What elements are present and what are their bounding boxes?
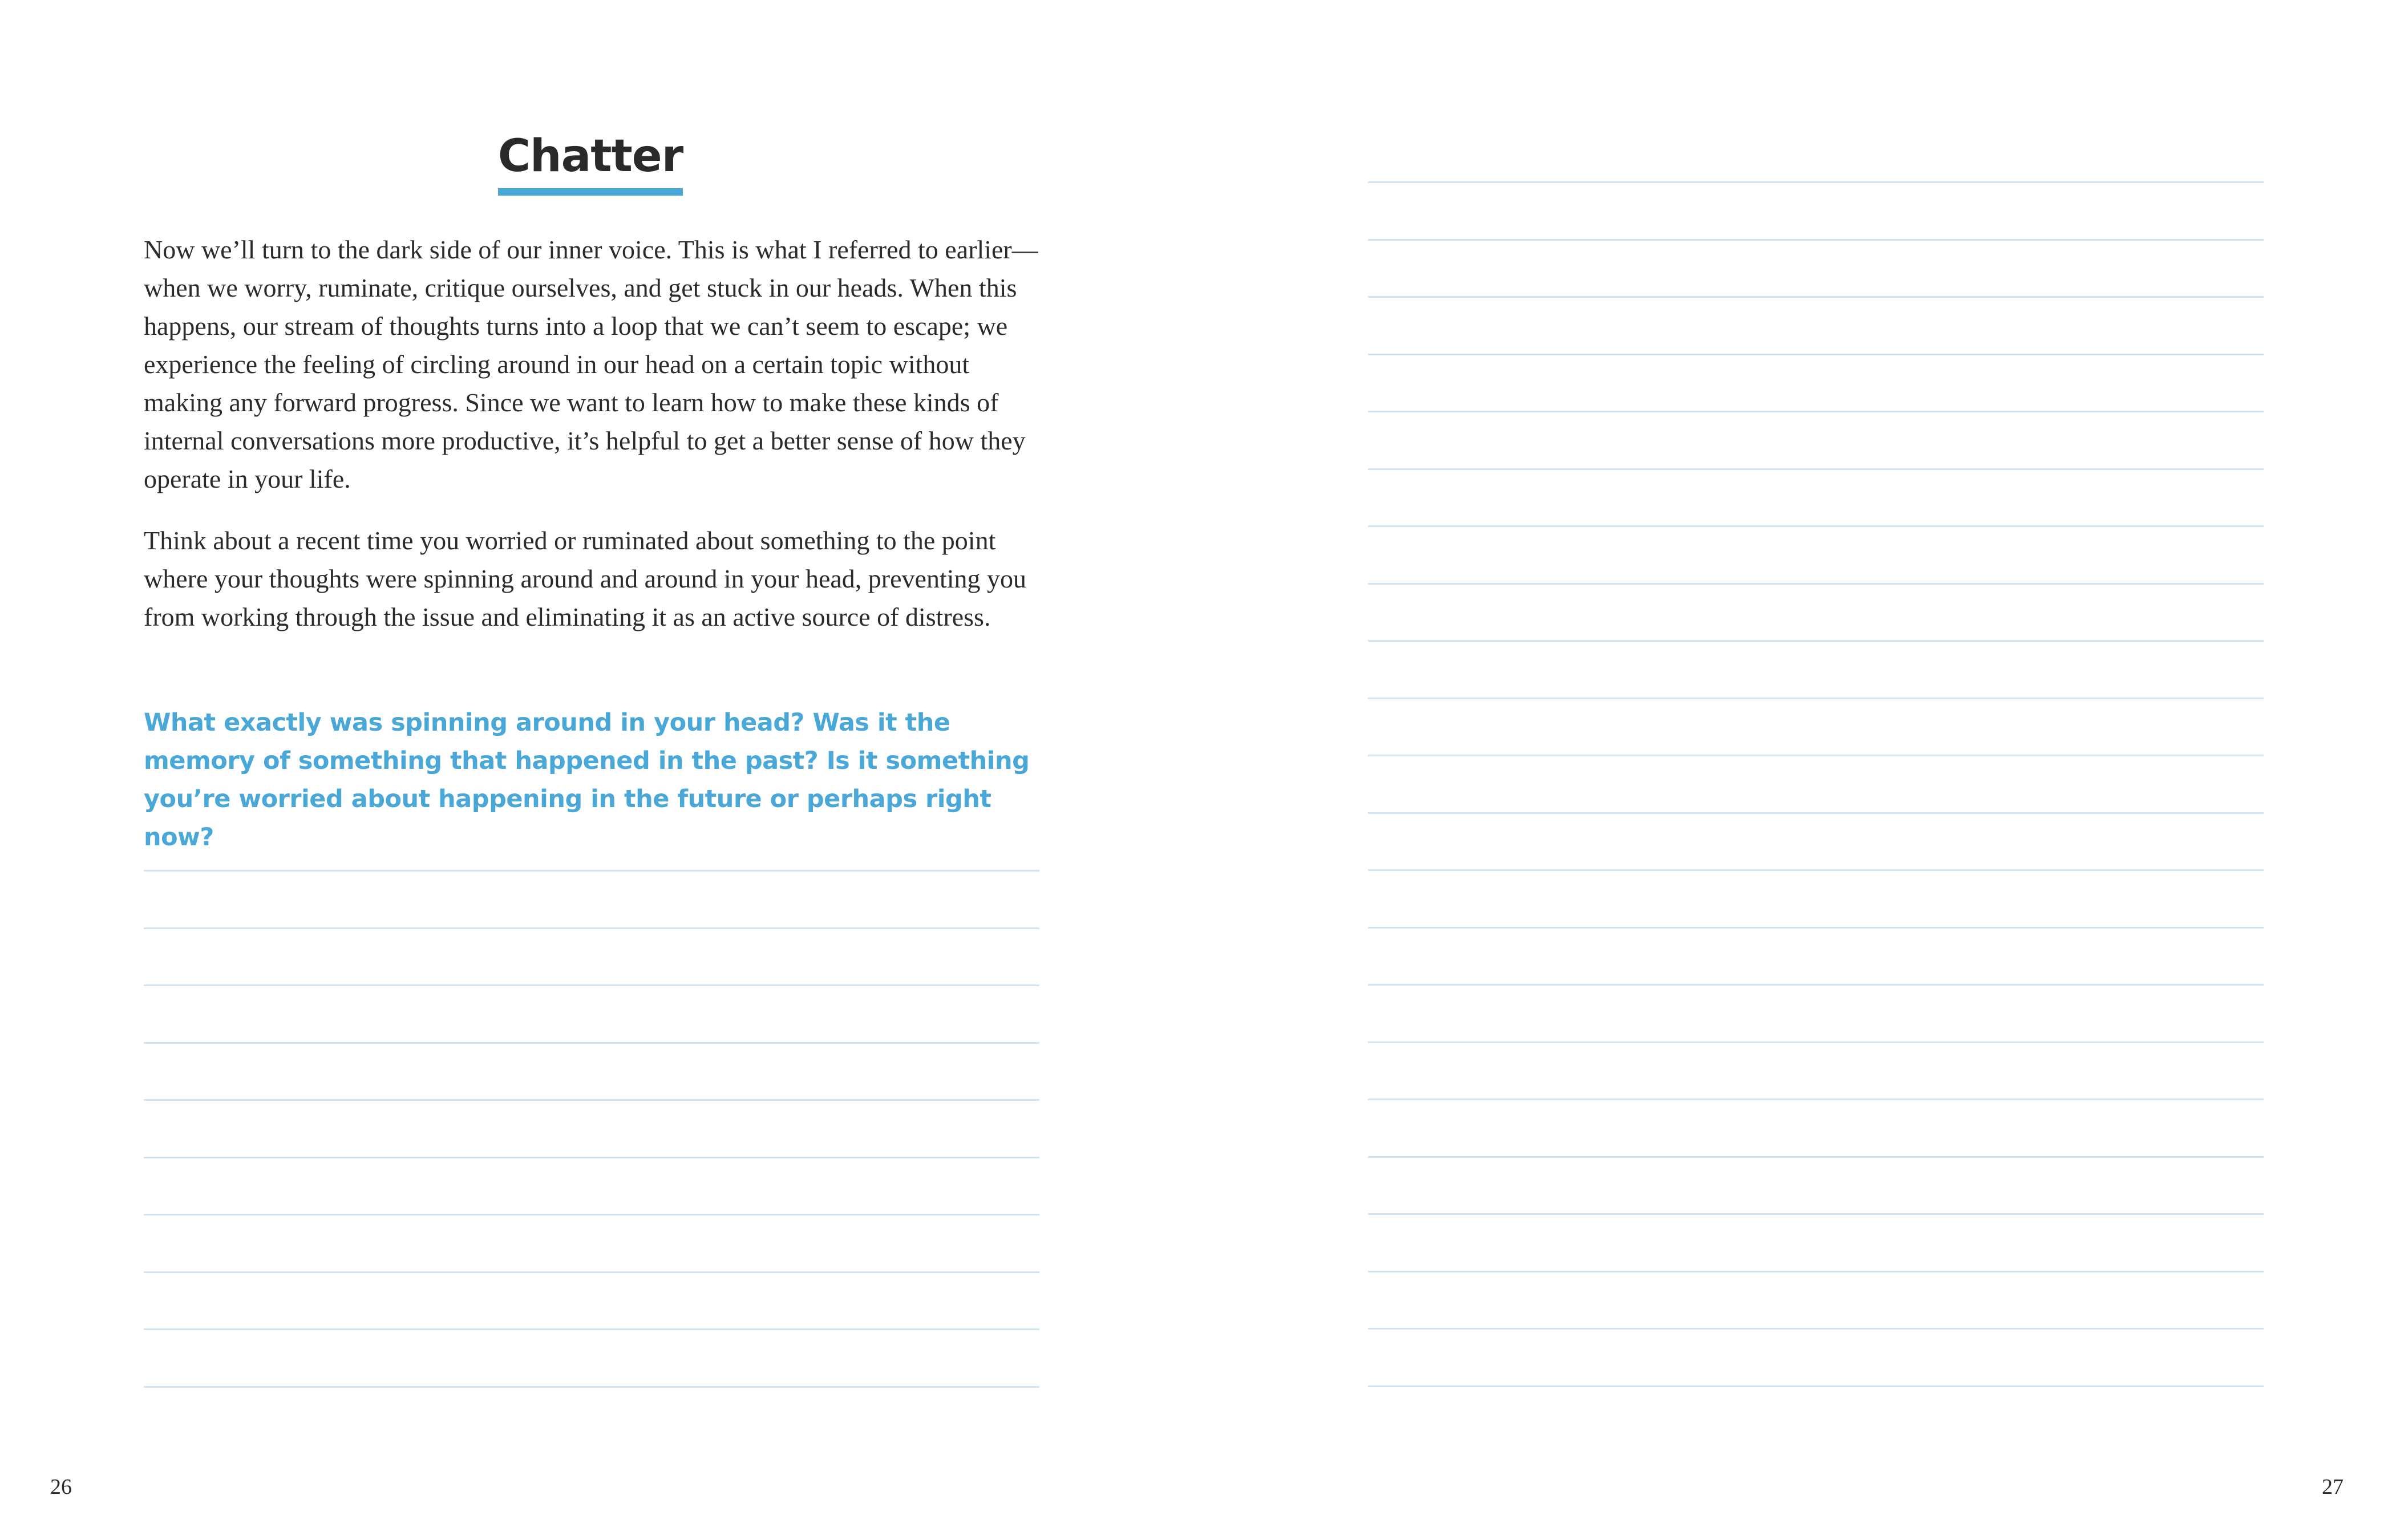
writing-line: [1368, 411, 2264, 412]
writing-line: [144, 1386, 1039, 1388]
writing-line: [144, 1214, 1039, 1215]
writing-line: [1368, 698, 2264, 699]
writing-line: [1368, 1213, 2264, 1215]
writing-line: [1368, 296, 2264, 298]
writing-line: [1368, 1328, 2264, 1330]
writing-line: [1368, 812, 2264, 814]
writing-line: [1368, 181, 2264, 183]
writing-line: [144, 984, 1039, 986]
body-paragraph-1: Now we’ll turn to the dark side of our inner voice. This is what I referred to earlier—when we worry, ruminate, critique ourselves, and get stuck in our heads. When this happens, our stream of thoughts turns into a loop that we can’t seem to escape; we experience the feeling of circling around in our head on a certain topic without making any forward progress. Since we want to learn how to make these kinds of internal conversations more productive, it’s helpful to get a better sense of how they operate in your life.: [144, 235, 1038, 493]
writing-line: [144, 1271, 1039, 1273]
writing-line: [144, 1099, 1039, 1101]
title-wrap: [143, 132, 1038, 196]
page-title: Chatter: [498, 132, 683, 196]
writing-line: [1368, 927, 2264, 929]
writing-line: [1368, 984, 2264, 986]
writing-line: [144, 1157, 1039, 1158]
writing-line: [1368, 525, 2264, 527]
right-page: [1198, 0, 2396, 1540]
writing-line: [1368, 239, 2264, 241]
journal-prompt: What exactly was spinning around in your head? Was it the memory of something that happened in the past? Is it something you’re worried about happening in the future or perhaps right now?: [144, 708, 1030, 852]
page-number-left: 26: [50, 1475, 72, 1499]
writing-line: [1368, 1271, 2264, 1272]
page-number-right: 27: [2322, 1475, 2344, 1499]
writing-line: [1368, 1385, 2264, 1387]
writing-line: [1368, 755, 2264, 756]
writing-line: [1368, 354, 2264, 355]
writing-line: [1368, 1156, 2264, 1158]
writing-line: [144, 927, 1039, 929]
writing-line: [1368, 583, 2264, 585]
writing-line: [144, 1328, 1039, 1330]
writing-line: [144, 1042, 1039, 1044]
writing-line: [1368, 640, 2264, 642]
body-paragraph-2: Think about a recent time you worried or ruminated about something to the point where your thoughts were spinning around and around in your head, preventing you from working through the issue and eliminating it as an active source of distress.: [144, 526, 1027, 631]
writing-line: [1368, 869, 2264, 871]
writing-line: [1368, 1041, 2264, 1043]
writing-line: [144, 870, 1039, 872]
writing-line: [1368, 468, 2264, 470]
writing-line: [1368, 1099, 2264, 1100]
